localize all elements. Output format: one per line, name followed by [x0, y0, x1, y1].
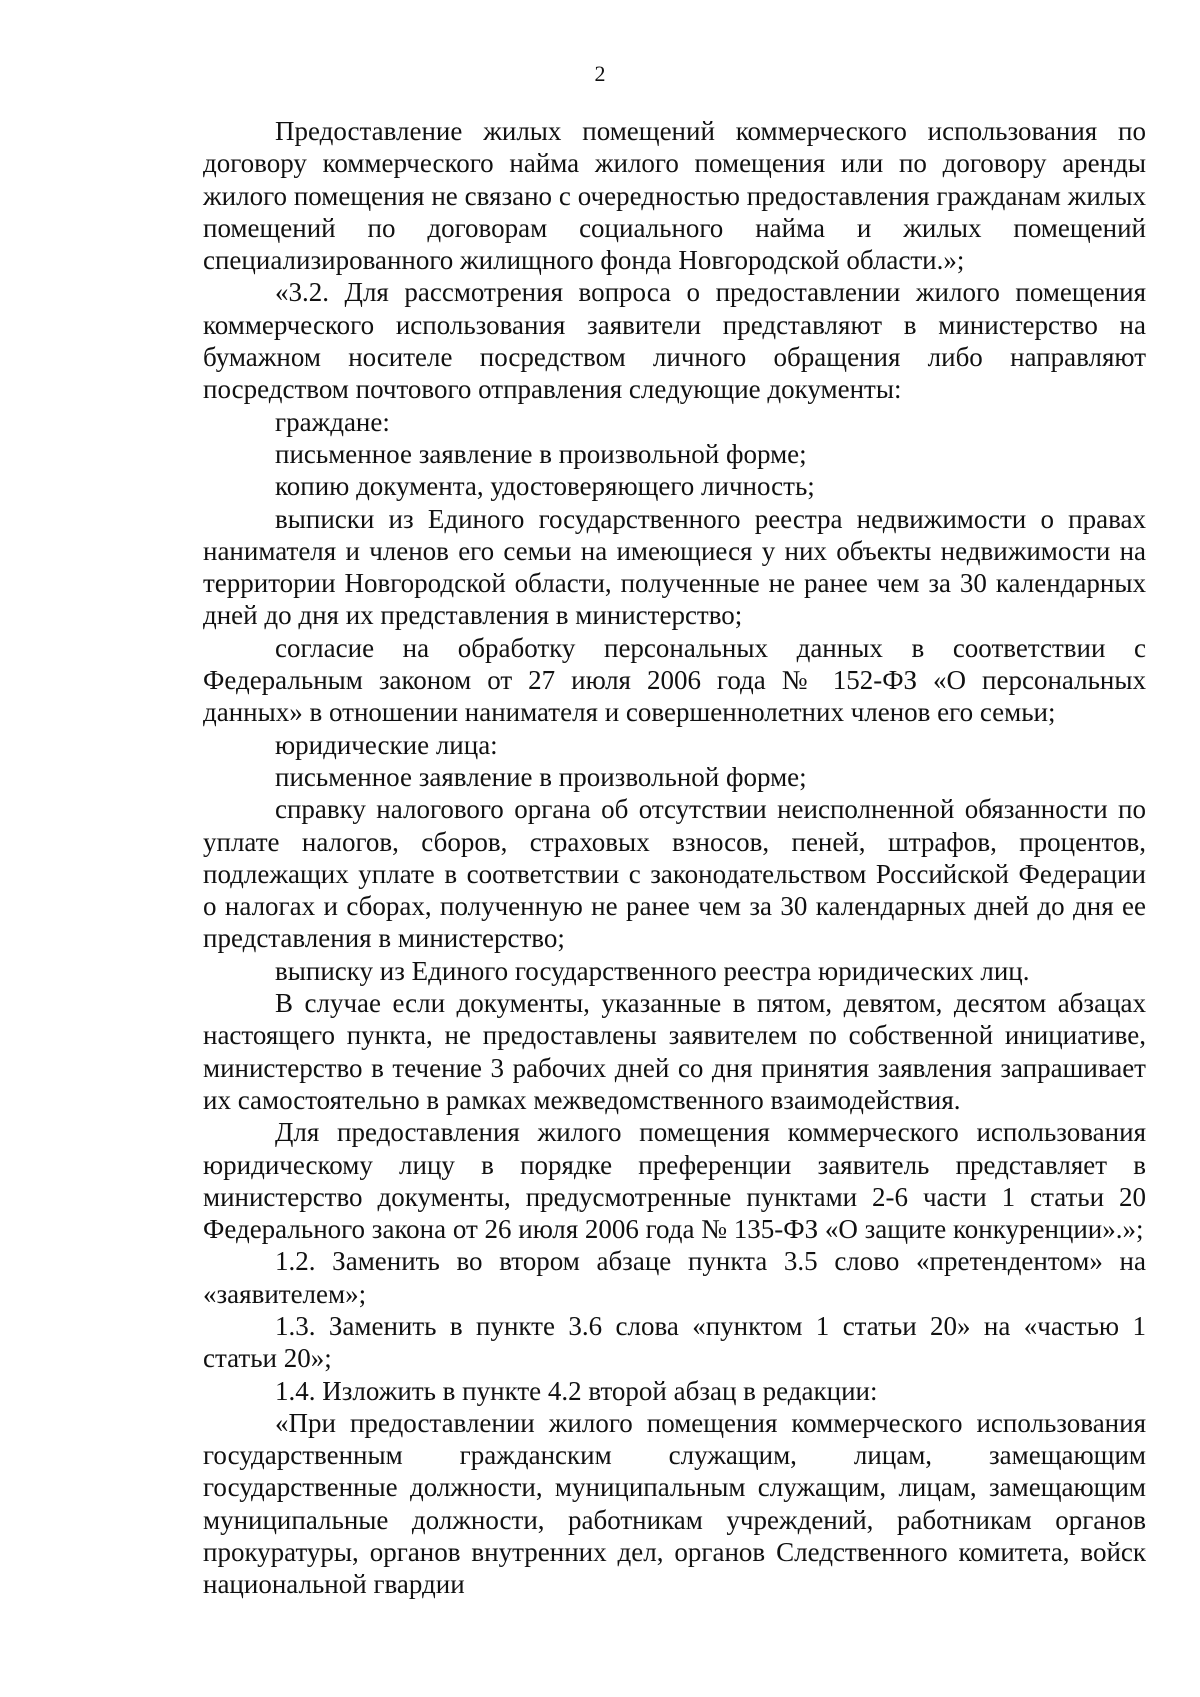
paragraph-legal-entities-registry-extract: выписку из Единого государственного реестра юридических лиц.	[275, 955, 1030, 986]
paragraph-legal-entities-application: письменное заявление в произвольной форме;	[275, 761, 807, 792]
paragraph-citizens-application: письменное заявление в произвольной форме;	[275, 438, 807, 469]
paragraph-commercial-use-not-queue: Предоставление жилых помещений коммерческого использования по договору коммерческого найма жилого помещения или по договору аренды жилого помещения не связано с очередностью предоставления гражданам жилых помещений по договорам социального найма и жилых помещений специализированного жилищного фонда Новгородской области.»;	[203, 116, 1146, 276]
paragraph-citizens-registry-extracts: выписки из Единого государственного реестра недвижимости о правах нанимателя и членов его семьи на имеющиеся у них объекты недвижимости на территории Новгородской области, полученные не ранее чем за 30 календарных дней до дня их представления в министерство;	[203, 503, 1146, 631]
paragraph-legal-entities-tax-certificate: справку налогового органа об отсутствии неисполненной обязанности по уплате налогов, сборов, страховых взносов, пеней, штрафов, процентов, подлежащих уплате в соответствии с законодательством Российской Федерации о налогах и сборах, полученную не ранее чем за 30 календарных дней до дня ее представления в министерство;	[203, 794, 1146, 954]
paragraph-citizens-heading: граждане:	[275, 406, 390, 437]
paragraph-amendment-1-3: 1.3. Заменить в пункте 3.6 слова «пунктом 1 статьи 20» на «частью 1 статьи 20»;	[203, 1310, 1146, 1374]
page-number: 2	[594, 61, 606, 86]
paragraph-citizens-id-copy: копию документа, удостоверяющего личность;	[275, 471, 815, 502]
paragraph-clause-3-2: «3.2. Для рассмотрения вопроса о предоставлении жилого помещения коммерческого использования заявители представляют в министерство на бумажном носителе посредством личного обращения либо направляют посредством почтового отправления следующие документы:	[203, 277, 1146, 405]
paragraph-interagency-request: В случае если документы, указанные в пятом, девятом, десятом абзацах настоящего пункта, не предоставлены заявителем по собственной инициативе, министерство в течение 3 рабочих дней со дня принятия заявления запрашивает их самостоятельно в рамках межведомственного взаимодействия.	[203, 988, 1146, 1115]
paragraph-legal-entities-heading: юридические лица:	[275, 729, 498, 760]
paragraph-amendment-1-2: 1.2. Заменить во втором абзаце пункта 3.5 слово «претендентом» на «заявителем»;	[203, 1246, 1146, 1309]
paragraph-preference-documents: Для предоставления жилого помещения коммерческого использования юридическому лицу в порядке преференции заявитель представляет в министерство документы, предусмотренные пунктами 2-6 части 1 статьи 20 Федерального закона от 26 июля 2006 года № 135-ФЗ «О защите конкуренции».»;	[203, 1117, 1146, 1245]
document-body	[203, 115, 1146, 1601]
paragraph-clause-4-2-new-text: «При предоставлении жилого помещения коммерческого использования государственным гражданским служащим, лицам, замещающим государственные должности, муниципальным служащим, лицам, замещающим муниципальные должности, работникам учреждений, работникам органов прокуратуры, органов внутренних дел, органов Следственного комитета, войск национальной гвардии	[203, 1407, 1146, 1600]
paragraph-amendment-1-4: 1.4. Изложить в пункте 4.2 второй абзац в редакции:	[275, 1375, 878, 1406]
paragraph-citizens-personal-data-consent: согласие на обработку персональных данных в соответствии с Федеральным законом от 27 июля 2006 года № 152-ФЗ «О персональных данных» в отношении нанимателя и совершеннолетних членов его семьи;	[203, 632, 1146, 728]
